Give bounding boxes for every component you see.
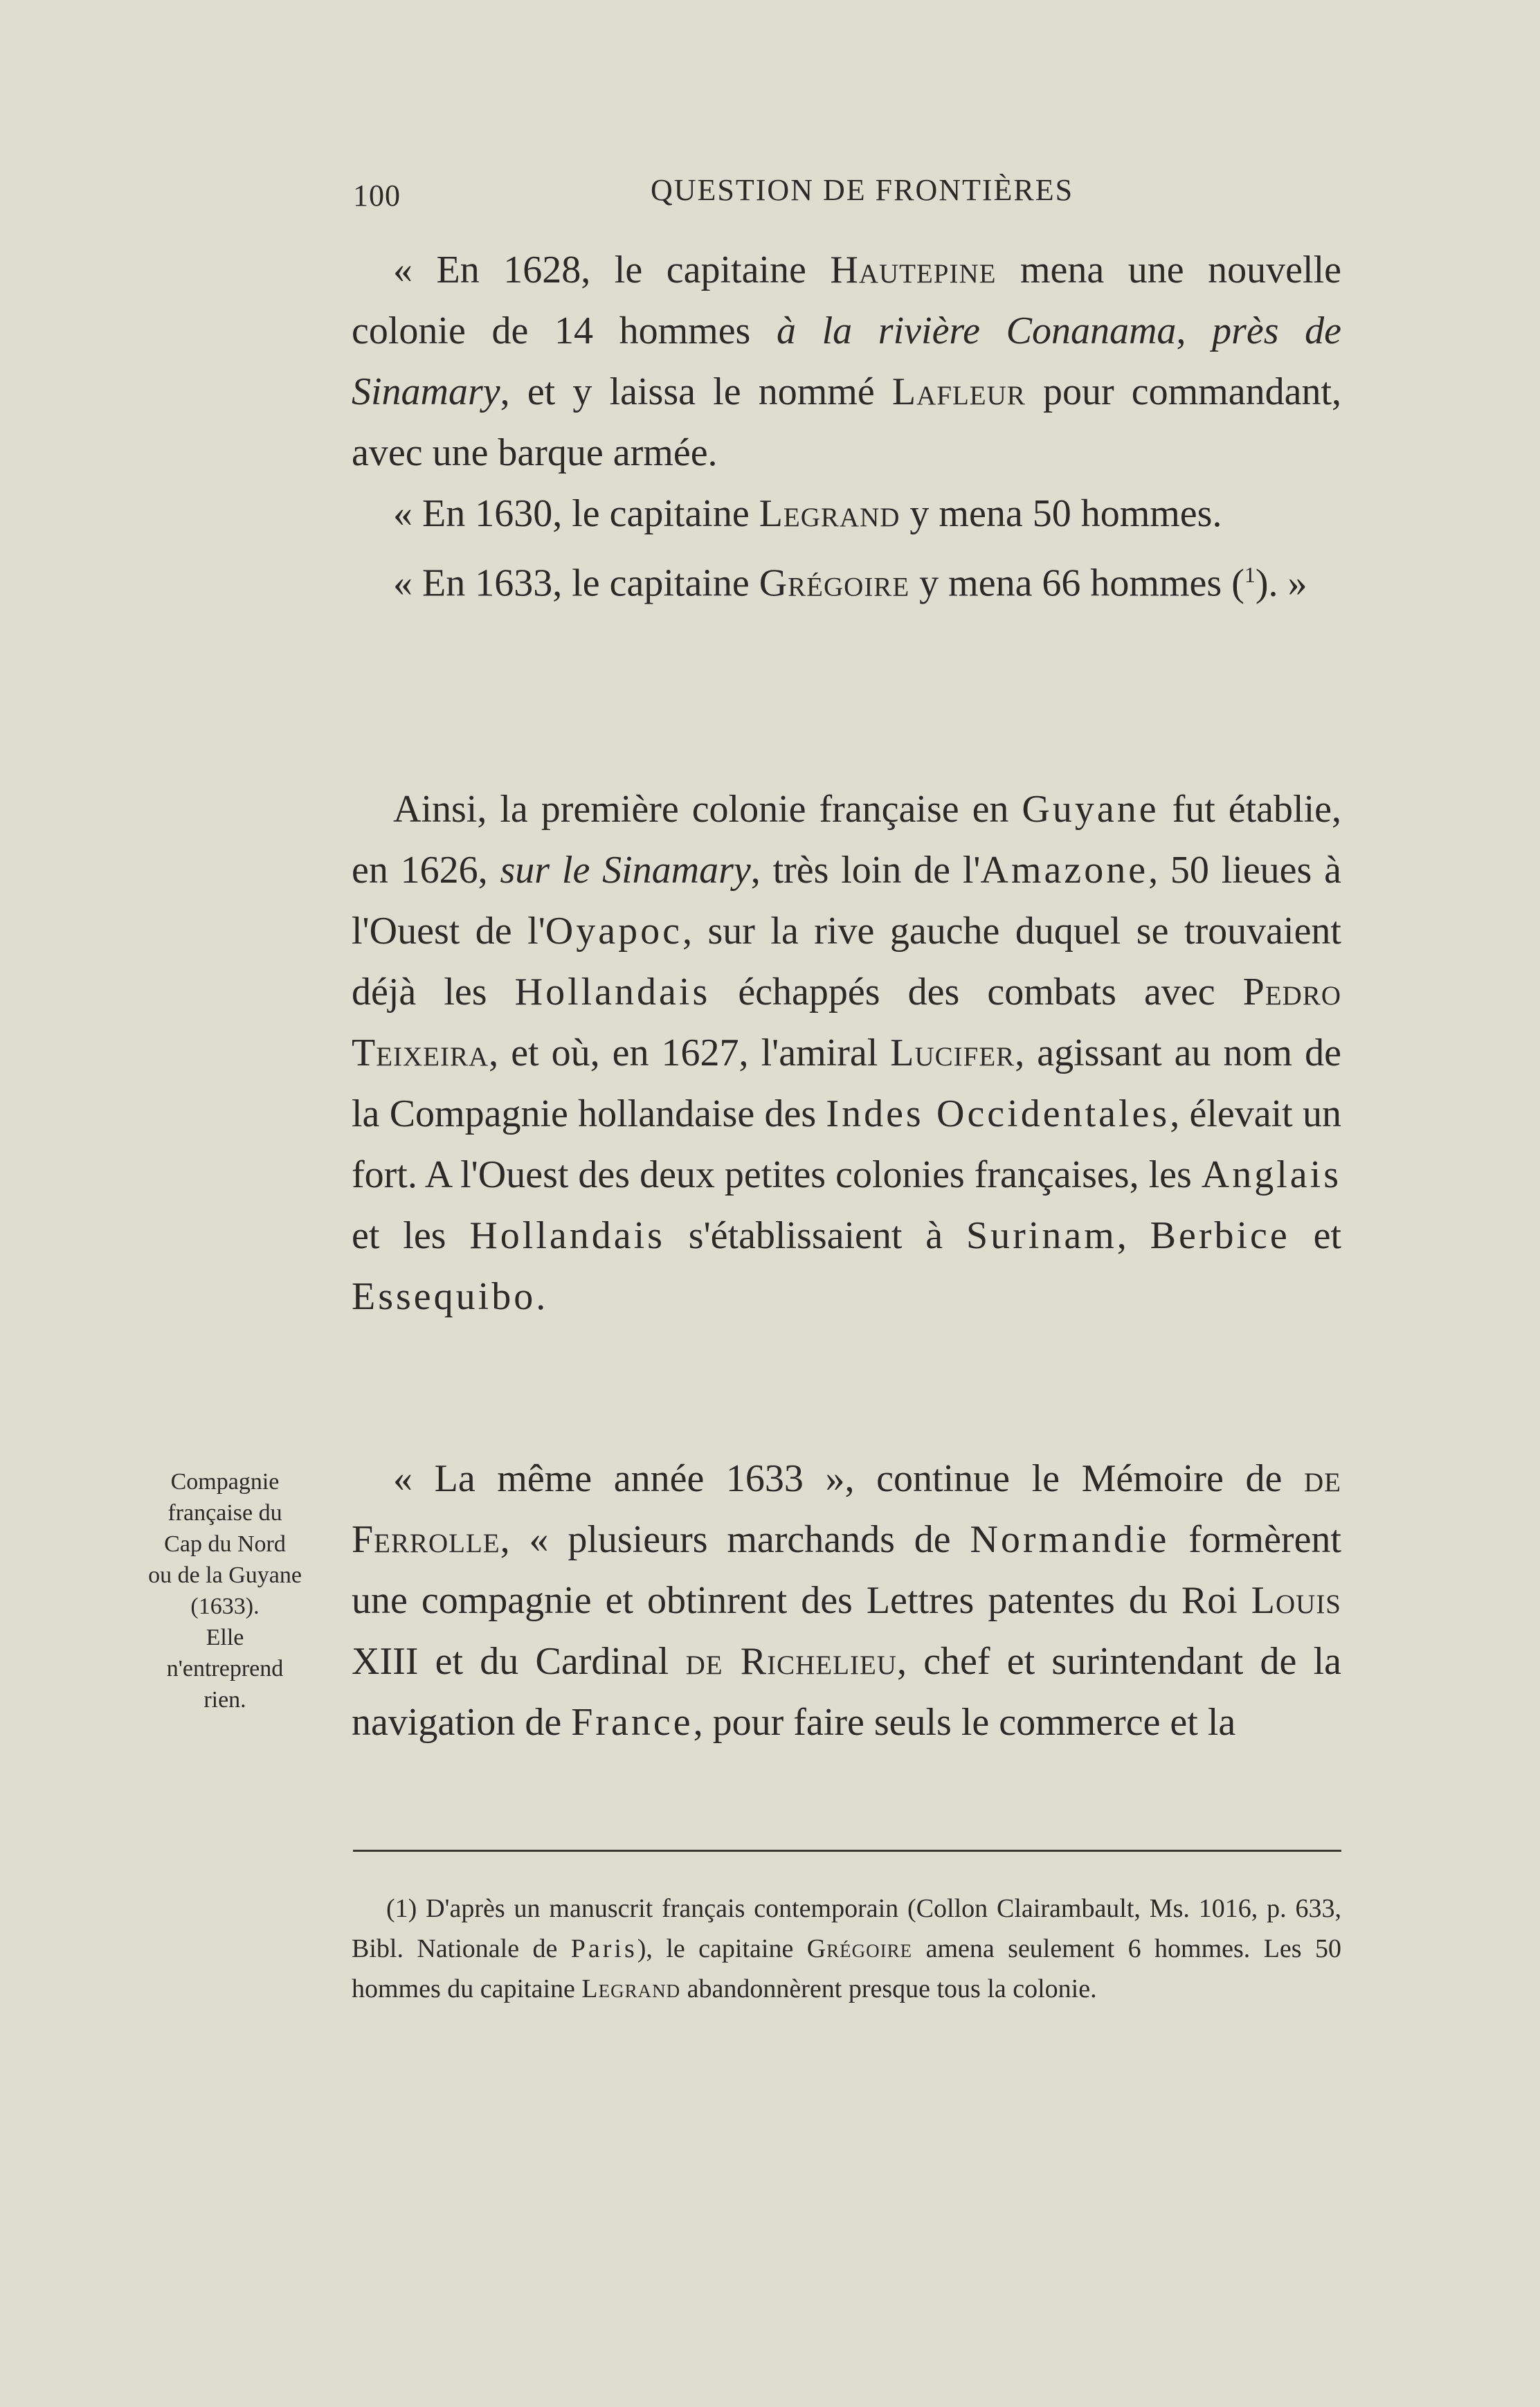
paragraph-1628: « En 1628, le capitaine Hautepine mena une nouvelle colonie de 14 hommes à la rivière Conanama, près de Sinamary, et y laissa le nommé Lafleur pour commandant, avec une barque armée. [352, 249, 1342, 474]
paragraph-1633: « En 1633, le capitaine Grégoire y mena 66 hommes ($^1$). » [393, 561, 1307, 605]
running-head [353, 170, 1343, 218]
person-name: de Ferrolle [352, 1457, 1341, 1561]
paragraph-1633-compagnie: « La même année 1633 », continue le Mémoire de de Ferrolle, « plusieurs marchands de Normandie formèrent une compagnie et obtinrent des Lettres patentes du Roi Louis XIII et du Cardinal de Richelieu, chef et surintendant de la navigation de France, pour faire seuls le commerce et la [352, 1457, 1342, 1744]
person-name: Grégoire [759, 561, 910, 605]
person-name: Legrand [581, 1974, 681, 2003]
paragraph-1630: « En 1630, le capitaine Legrand y mena 50 hommes. [393, 492, 1222, 535]
person-name: Louis [1251, 1579, 1341, 1622]
person-name: Pedro Teixeira [352, 971, 1341, 1074]
footnote-divider [353, 1850, 1341, 1852]
person-name: Lafleur [891, 370, 1026, 413]
footnote-marker: (1) [386, 1894, 417, 1923]
footnote: (1) D'après un manuscrit français contemporain (Collon Clairambault, Ms. 1016, p. 633, Bibl. Nationale de Paris), le capitaine Grégoire amena seulement 6 hommes. Les 50 hommes du capitaine Legrand abandonnèrent presque tous la colonie. [352, 1894, 1341, 2003]
person-name: Lucifer [890, 1031, 1015, 1074]
footnote-reference: 1 [1244, 562, 1256, 587]
text-block-compagnie [352, 1448, 1341, 1753]
text-block-summary [352, 779, 1341, 1327]
margin-note: Compagnie française du Cap du Nord ou de la Guyane (1633). Elle n'entreprend rien. [148, 1469, 302, 1713]
person-name: de Richelieu [685, 1640, 897, 1683]
person-name: Grégoire [806, 1934, 913, 1963]
person-name: Hautepine [830, 249, 997, 291]
paragraph-ainsi: Ainsi, la première colonie française en Guyane fut établie, en 1626, sur le Sinamary, très loin de l'Amazone, 50 lieues à l'Ouest de l'Oyapoc, sur la rive gauche duquel se trouvaient déjà les Hollandais échappés des combats avec Pedro Teixeira, et où, en 1627, l'amiral Lucifer, agissant au nom de la Compagnie hollandaise des Indes Occidentales, élevait un fort. A l'Ouest des deux petites colonies françaises, les Anglais et les Hollandais s'établissaient à Surinam, Berbice et Essequibo. [352, 788, 1342, 1318]
person-name: Legrand [759, 492, 900, 535]
header-title: QUESTION DE FRONTIÈRES [651, 173, 1074, 207]
text-block-colonies [352, 240, 1341, 614]
page-number: 100 [353, 179, 401, 213]
